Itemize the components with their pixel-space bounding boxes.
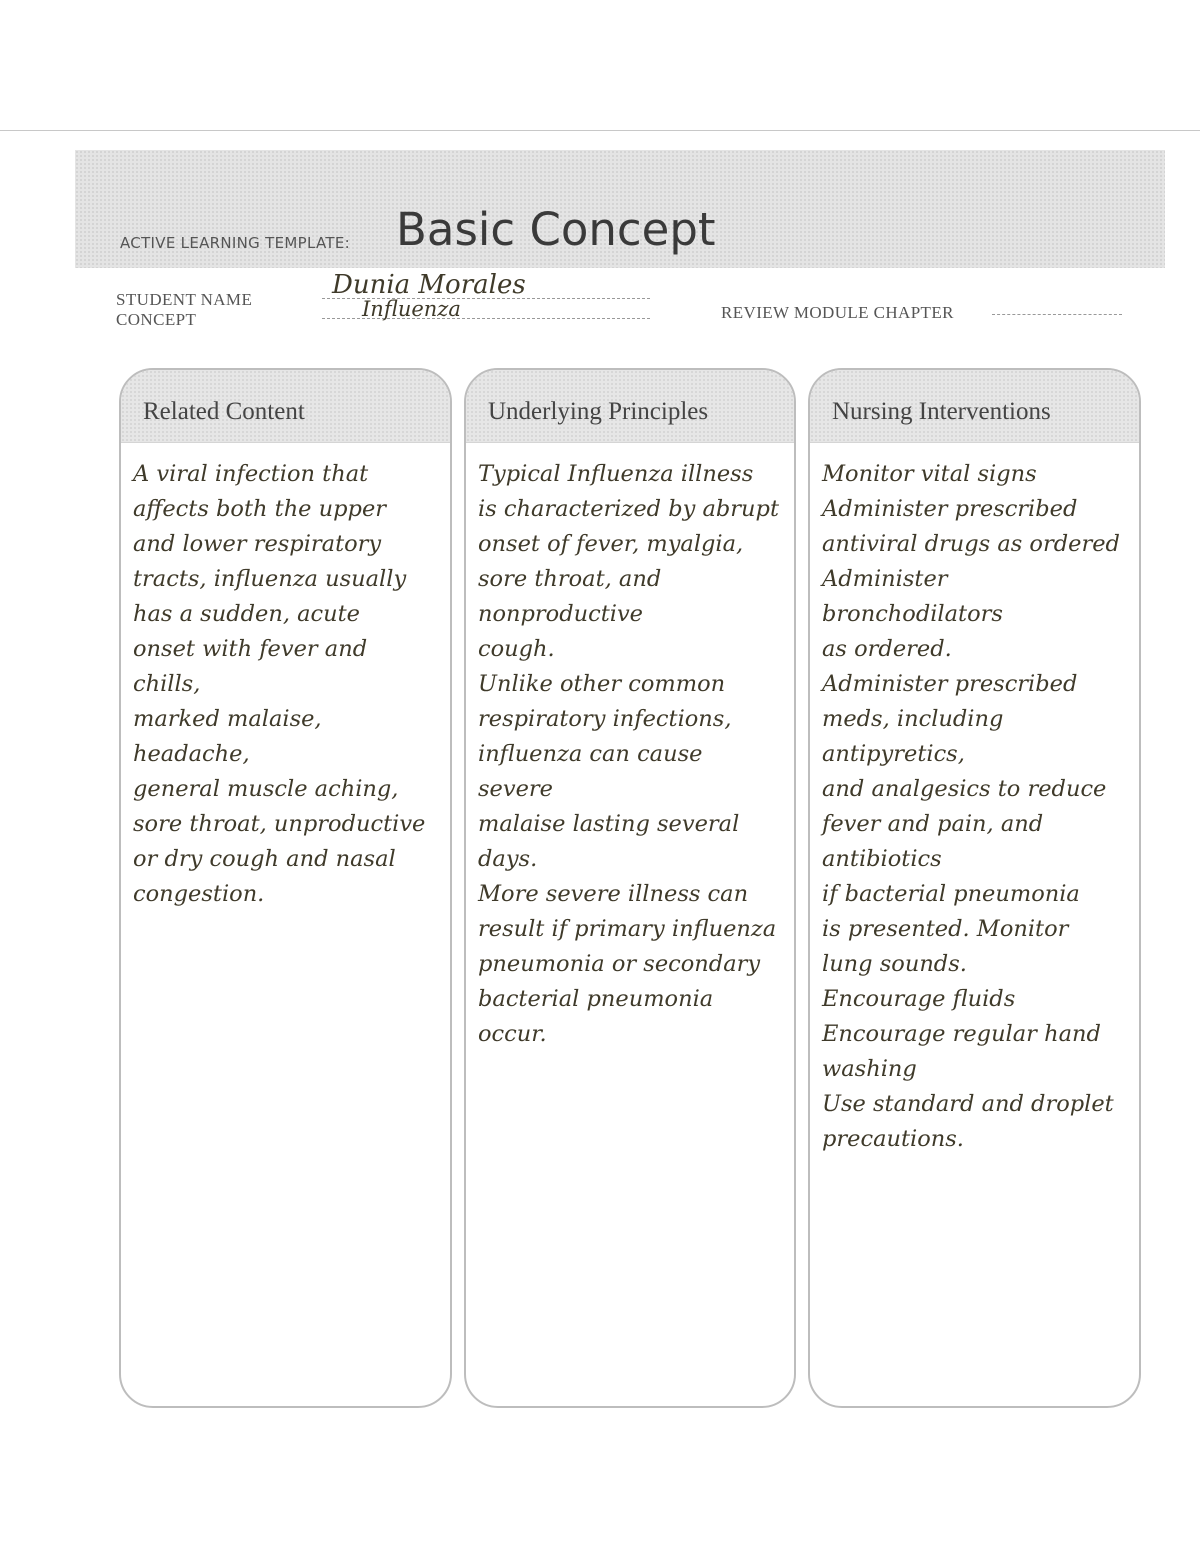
concept-value[interactable]: Influenza — [362, 297, 461, 321]
nursing-interventions-card — [808, 368, 1141, 1408]
student-name-label: STUDENT NAME — [116, 290, 253, 309]
review-module-line — [992, 314, 1122, 315]
underlying-principles-text[interactable]: Typical Influenza illness is characterized by abrupt onset of fever, myalgia, sore throat, and nonproductive cough. Unlike other common respiratory infections, influenza can cause severe malaise lasting several days. More severe illness can result if primary influenza pneumonia or secondary bacterial pneumonia occur. — [478, 461, 779, 1047]
underlying-principles-header — [466, 370, 794, 443]
template-title: Basic Concept — [396, 203, 716, 256]
top-divider — [0, 130, 1200, 131]
nursing-interventions-text[interactable]: Monitor vital signs Administer prescribed antiviral drugs as ordered Administer bronchodilators as ordered. Administer prescribed meds, including antipyretics, and analgesics to reduce fever and pain, and antibiotics if bacterial pneumonia is presented. Monitor lung sounds. Encourage fluids Encourage regular hand washing Use standard and droplet precautions. — [822, 461, 1120, 1152]
related-content-header — [121, 370, 450, 443]
related-content-title: Related Content — [143, 398, 305, 425]
related-content-text[interactable]: A viral infection that affects both the upper and lower respiratory tracts, influenza usually has a sudden, acute onset with fever and chills, marked malaise, headache, general muscle aching, sore throat, unproductive or dry cough and nasal congestion. — [133, 461, 426, 907]
nursing-interventions-header — [810, 370, 1139, 443]
underlying-principles-card — [464, 368, 796, 1408]
underlying-principles-title: Underlying Principles — [488, 398, 709, 425]
review-module-label: REVIEW MODULE CHAPTER — [721, 303, 954, 322]
related-content-card — [119, 368, 452, 1408]
nursing-interventions-title: Nursing Interventions — [832, 398, 1051, 425]
student-name-value[interactable]: Dunia Morales — [332, 270, 526, 300]
concept-label: CONCEPT — [116, 310, 197, 329]
template-label: ACTIVE LEARNING TEMPLATE: — [120, 234, 350, 252]
